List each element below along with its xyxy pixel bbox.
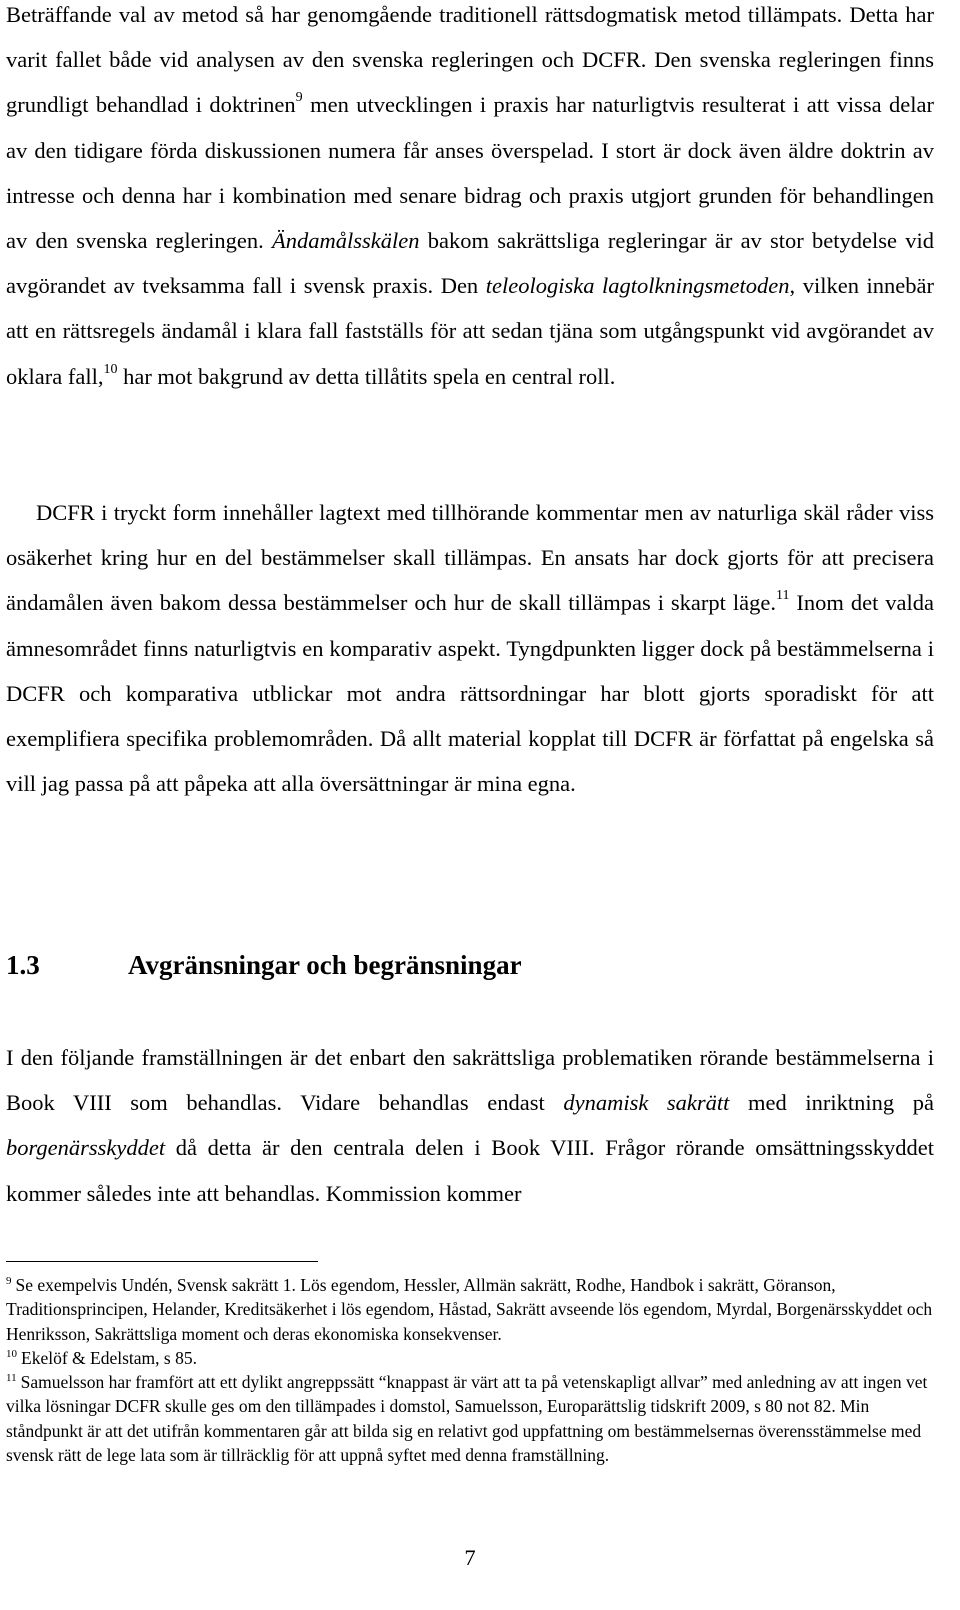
- paragraph-text: har mot bakgrund av detta tillåtits spela en central roll.: [117, 363, 616, 389]
- paragraph-text: Beträffande val av metod så har genomgående traditionell rättsdogmatisk metod tillämpats. Detta har varit fallet både vid analysen av den svenska regleringen och DCFR. Den svenska regleringen finns grundligt behandlad i doktrinen: [6, 2, 934, 118]
- paragraph-text: då detta är den centrala delen i Book VIII. Frågor rörande omsättningsskyddet kommer således inte att behandlas. Kommission kommer: [6, 1135, 934, 1206]
- footnote-text: Se exempelvis Undén, Svensk sakrätt 1. Lös egendom, Hessler, Allmän sakrätt, Rodhe, Handbok i sakrätt, Göranson, Traditionsprincipen, Helander, Kreditsäkerhet i lös egendom, Håstad, Sakrätt avseende lös egendom, Myrdal, Borgenärsskyddet och Henriksson, Sakrättsliga moment och deras ekonomiska konsekvenser.: [6, 1275, 933, 1344]
- footnote-reference-9[interactable]: 9: [295, 90, 303, 106]
- paragraph-scope: [6, 1035, 934, 1216]
- paragraph-dcfr: [6, 490, 934, 806]
- section-heading: [6, 942, 522, 988]
- paragraph-text: men utvecklingen i praxis har naturligtvis resulterat i att vissa delar av den tidigare förda diskussionen numera får anses överspelad. I stort är dock även äldre doktrin av intresse och denna har i kombination med senare bidrag och praxis utgjort grunden för behandlingen av den svenska regleringen.: [6, 92, 934, 254]
- emphasis-text: dynamisk sakrätt: [563, 1090, 730, 1116]
- footnote-number: 10: [6, 1347, 17, 1360]
- paragraph-text: I den följande framställningen är det enbart den sakrättsliga problematiken rörande bestämmelserna i Book VIII som behandlas. Vidare behandlas endast: [6, 1045, 934, 1116]
- emphasis-text: borgenärsskyddet: [6, 1135, 166, 1161]
- footnote-number: 11: [6, 1372, 17, 1385]
- emphasis-text: teleologiska lagtolkningsmetoden: [485, 273, 790, 299]
- footnote-reference-11[interactable]: 11: [775, 588, 790, 604]
- footnote-reference-10[interactable]: 10: [103, 361, 118, 377]
- page-number: 7: [464, 1545, 476, 1570]
- footnote-10: [6, 1346, 934, 1370]
- paragraph-text: Inom det valda ämnesområdet finns naturligtvis en komparativ aspekt. Tyngdpunkten ligger dock på bestämmelserna i DCFR och komparativa utblickar mot andra rättsordningar har blott gjorts sporadiskt för att exemplifiera specifika problemområden. Då allt material kopplat till DCFR är författat på engelska så vill jag passa på att påpeka att alla översättningar är mina egna.: [6, 590, 934, 797]
- footnote-separator: [6, 1261, 318, 1262]
- paragraph-text: , vilken innebär att en rättsregels ändamål i klara fall fastställs för att sedan tjäna som utgångspunkt vid avgörandet av oklara fall,: [6, 273, 934, 389]
- footnote-number: 9: [6, 1275, 12, 1287]
- footnotes: [6, 1273, 934, 1467]
- section-number: 1.3: [6, 950, 40, 980]
- paragraph-text: DCFR i tryckt form innehåller lagtext med tillhörande kommentar men av naturliga skäl råder viss osäkerhet kring hur en del bestämmelser skall tillämpas. En ansats har dock gjorts för att precisera ändamålen även bakom dessa bestämmelser och hur de skall tillämpas i skarpt läge.: [6, 500, 934, 616]
- emphasis-text: Ändamålsskälen: [272, 228, 420, 254]
- paragraph-text: med inriktning på: [729, 1090, 934, 1116]
- paragraph-text: bakom sakrättsliga regleringar är av stor betydelse vid avgörandet av tveksamma fall i svensk praxis. Den: [6, 228, 934, 299]
- paragraph-method: [6, 0, 934, 399]
- section-title: Avgränsningar och begränsningar: [128, 950, 522, 980]
- footnote-9: [6, 1273, 934, 1346]
- footnote-text: Samuelsson har framfört att ett dylikt angreppssätt “knappast är värt att ta på vetenskapligt allvar” med anledning av att ingen vet vilka lösningar DCFR skulle ges om den tillämpades i domstol, Samuelsson, Europarättslig tidskrift 2009, s 80 not 82. Min ståndpunkt är att det utifrån kommentaren går att bilda sig en relativt god uppfattning om bestämmelsernas överensstämmelse med svensk rätt de lege lata som är tillräcklig för att uppnå syftet med denna framställning.: [6, 1372, 928, 1466]
- footnote-text: Ekelöf & Edelstam, s 85.: [21, 1347, 197, 1368]
- footnote-11: [6, 1370, 934, 1467]
